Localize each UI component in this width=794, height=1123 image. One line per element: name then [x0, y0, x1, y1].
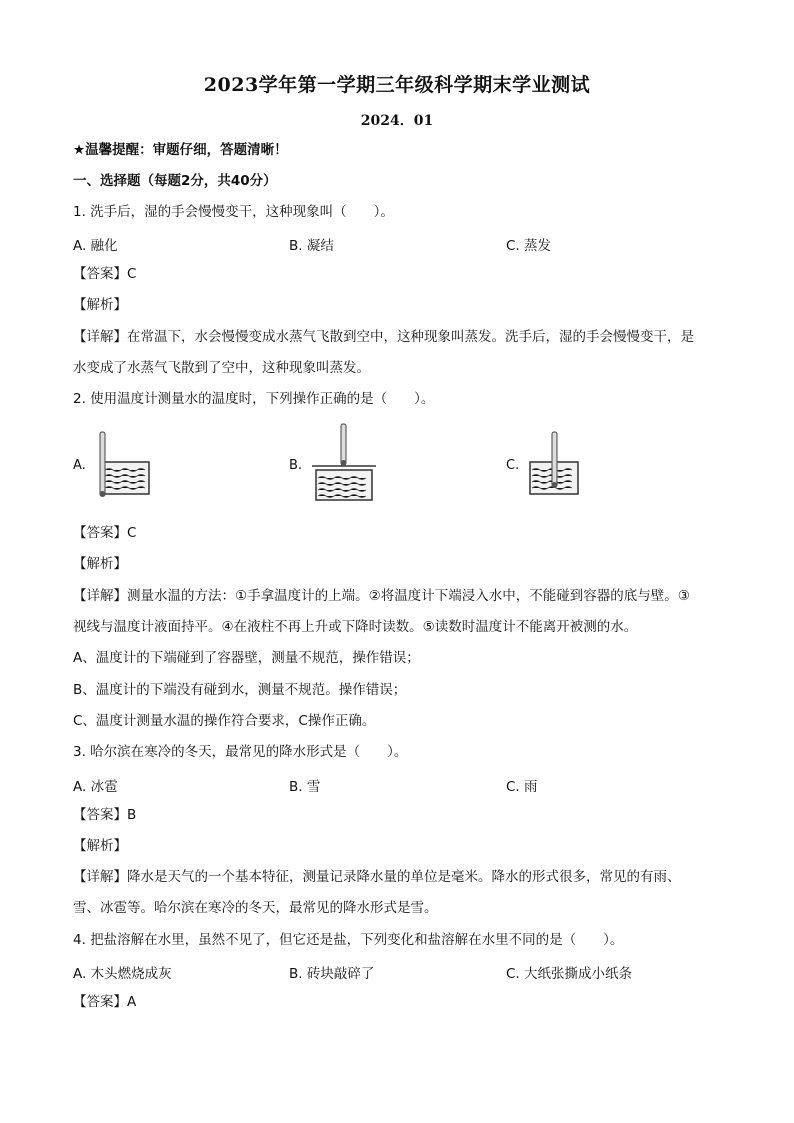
question-2-detail-line: 【详解】测量水温的方法：①手拿温度计的上端。②将温度计下端浸入水中，不能碰到容器的底与壁。③ — [73, 588, 690, 604]
thermometer-beaker-c-image — [525, 428, 585, 498]
question-3-detail-line: 【详解】降水是天气的一个基本特征，测量记录降水量的单位是毫米。降水的形式很多，常见的有雨、 — [73, 869, 681, 885]
question-2-detail-line: A、温度计的下端碰到了容器壁，测量不规范，操作错误； — [73, 650, 420, 666]
thermometer-beaker-b-image — [310, 420, 380, 502]
question-2-detail-line: C、温度计测量水温的操作符合要求，C操作正确。 — [73, 713, 376, 729]
question-3-detail-line: 雪、冰雹等。哈尔滨在寒冷的冬天，最常见的降水形式是雪。 — [73, 900, 438, 916]
reminder: ★温馨提醒：审题仔细，答题清晰！ — [73, 142, 288, 158]
question-2-answer: 【答案】C — [73, 525, 137, 541]
question-1-detail-line: 水变成了水蒸气飞散到了空中，这种现象叫蒸发。 — [73, 360, 370, 376]
question-4-stem: 4. 把盐溶解在水里，虽然不见了，但它还是盐，下列变化和盐溶解在水里不同的是（ ）。 — [73, 932, 624, 948]
question-4-option-a: A. 木头燃烧成灰 — [73, 966, 172, 982]
question-1-option-a: A. 融化 — [73, 238, 118, 254]
question-1-stem: 1. 洗手后，湿的手会慢慢变干，这种现象叫（ ）。 — [73, 204, 394, 220]
question-3-stem: 3. 哈尔滨在寒冷的冬天，最常见的降水形式是（ ）。 — [73, 744, 408, 760]
section-heading: 一、选择题（每题2分，共40分） — [73, 173, 277, 189]
question-3-answer: 【答案】B — [73, 807, 137, 823]
page-title: 2023学年第一学期三年级科学期末学业测试 — [203, 74, 591, 96]
question-2-detail-line: B、温度计的下端没有碰到水，测量不规范。操作错误； — [73, 682, 407, 698]
exam-date: 2024．01 — [360, 113, 434, 129]
question-3-option-a: A. 冰雹 — [73, 779, 118, 795]
question-3-analysis: 【解析】 — [73, 838, 127, 854]
question-2-analysis: 【解析】 — [73, 556, 127, 572]
question-1-analysis: 【解析】 — [73, 297, 127, 313]
question-2-detail-line: 视线与温度计液面持平。④在液柱不再上升或下降时读数。⑤读数时温度计不能离开被测的水。 — [73, 619, 638, 635]
thermometer-beaker-a-image — [95, 428, 155, 498]
question-4-answer: 【答案】A — [73, 994, 137, 1010]
question-2-option-a-label: A. — [73, 458, 86, 473]
question-2-stem: 2. 使用温度计测量水的温度时，下列操作正确的是（ ）。 — [73, 391, 435, 407]
question-2-option-b-label: B. — [289, 458, 303, 473]
question-4-option-b: B. 砖块敲碎了 — [289, 966, 375, 982]
question-2-option-c-label: C. — [506, 458, 520, 473]
question-1-option-c: C. 蒸发 — [506, 238, 552, 254]
question-1-option-b: B. 凝结 — [289, 238, 334, 254]
question-3-option-c: C. 雨 — [506, 779, 538, 795]
question-1-answer: 【答案】C — [73, 266, 137, 282]
question-3-option-b: B. 雪 — [289, 779, 321, 795]
question-1-detail-line: 【详解】在常温下，水会慢慢变成水蒸气飞散到空中，这种现象叫蒸发。洗手后，湿的手会慢慢变干，是 — [73, 329, 694, 345]
question-4-option-c: C. 大纸张撕成小纸条 — [506, 966, 633, 982]
